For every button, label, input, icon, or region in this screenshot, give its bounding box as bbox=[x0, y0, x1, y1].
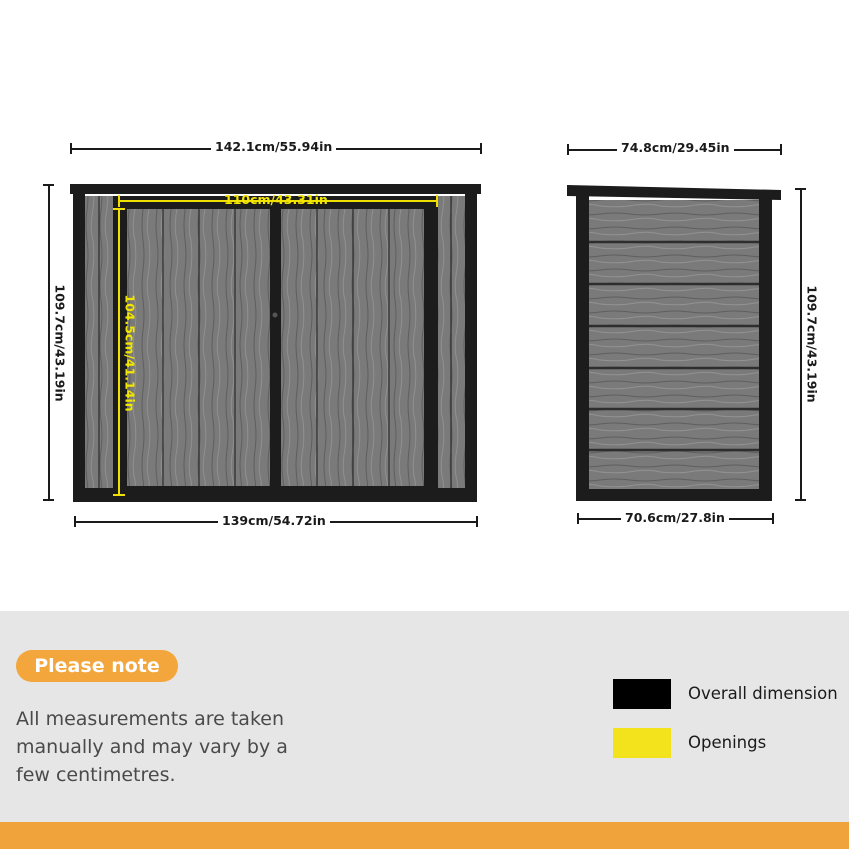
door-center-mullion bbox=[270, 209, 281, 486]
side-bottom-tick-right bbox=[772, 513, 774, 524]
side-height-dim-line bbox=[800, 188, 802, 500]
side-bottom-tick-left bbox=[577, 513, 579, 524]
side-bottom-depth-label: 70.6cm/27.8in bbox=[621, 511, 729, 525]
side-post-right bbox=[759, 199, 772, 501]
side-top-tick-right bbox=[780, 144, 782, 155]
front-height-label: 109.7cm/43.19in bbox=[53, 280, 67, 405]
front-bottom-tick-left bbox=[74, 516, 76, 527]
front-bottom-tick-right bbox=[476, 516, 478, 527]
please-note-badge: Please note bbox=[16, 650, 178, 682]
front-height-dim-line bbox=[48, 184, 50, 500]
side-height-tick-top bbox=[795, 188, 806, 190]
side-height-label: 109.7cm/43.19in bbox=[805, 281, 819, 406]
front-height-tick-bottom bbox=[43, 499, 54, 501]
side-height-tick-bottom bbox=[795, 499, 806, 501]
front-body-right-post bbox=[465, 194, 477, 502]
front-height-tick-top bbox=[43, 184, 54, 186]
front-body-left-post bbox=[73, 194, 85, 502]
side-panel bbox=[589, 200, 759, 489]
side-top-depth-label: 74.8cm/29.45in bbox=[617, 141, 734, 155]
bottom-accent-bar bbox=[0, 822, 849, 849]
legend-swatch-overall bbox=[613, 679, 671, 709]
front-top-width-label: 142.1cm/55.94in bbox=[211, 140, 336, 154]
opening-height-label: 104.5cm/41.14in bbox=[122, 294, 138, 412]
side-bottom-rail bbox=[576, 489, 772, 501]
legend-swatch-openings bbox=[613, 728, 671, 758]
front-bottom-width-label: 139cm/54.72in bbox=[218, 514, 330, 528]
side-top-tick-left bbox=[567, 144, 569, 155]
side-roof bbox=[567, 185, 781, 200]
legend-label-overall: Overall dimension bbox=[688, 684, 838, 703]
side-post-left bbox=[576, 196, 589, 501]
note-text: All measurements are taken manually and may vary by a few centimetres. bbox=[16, 708, 288, 786]
door-latch bbox=[273, 313, 278, 318]
opening-width-label: 110cm/43.31in bbox=[224, 192, 328, 207]
legend-label-openings: Openings bbox=[688, 733, 767, 752]
